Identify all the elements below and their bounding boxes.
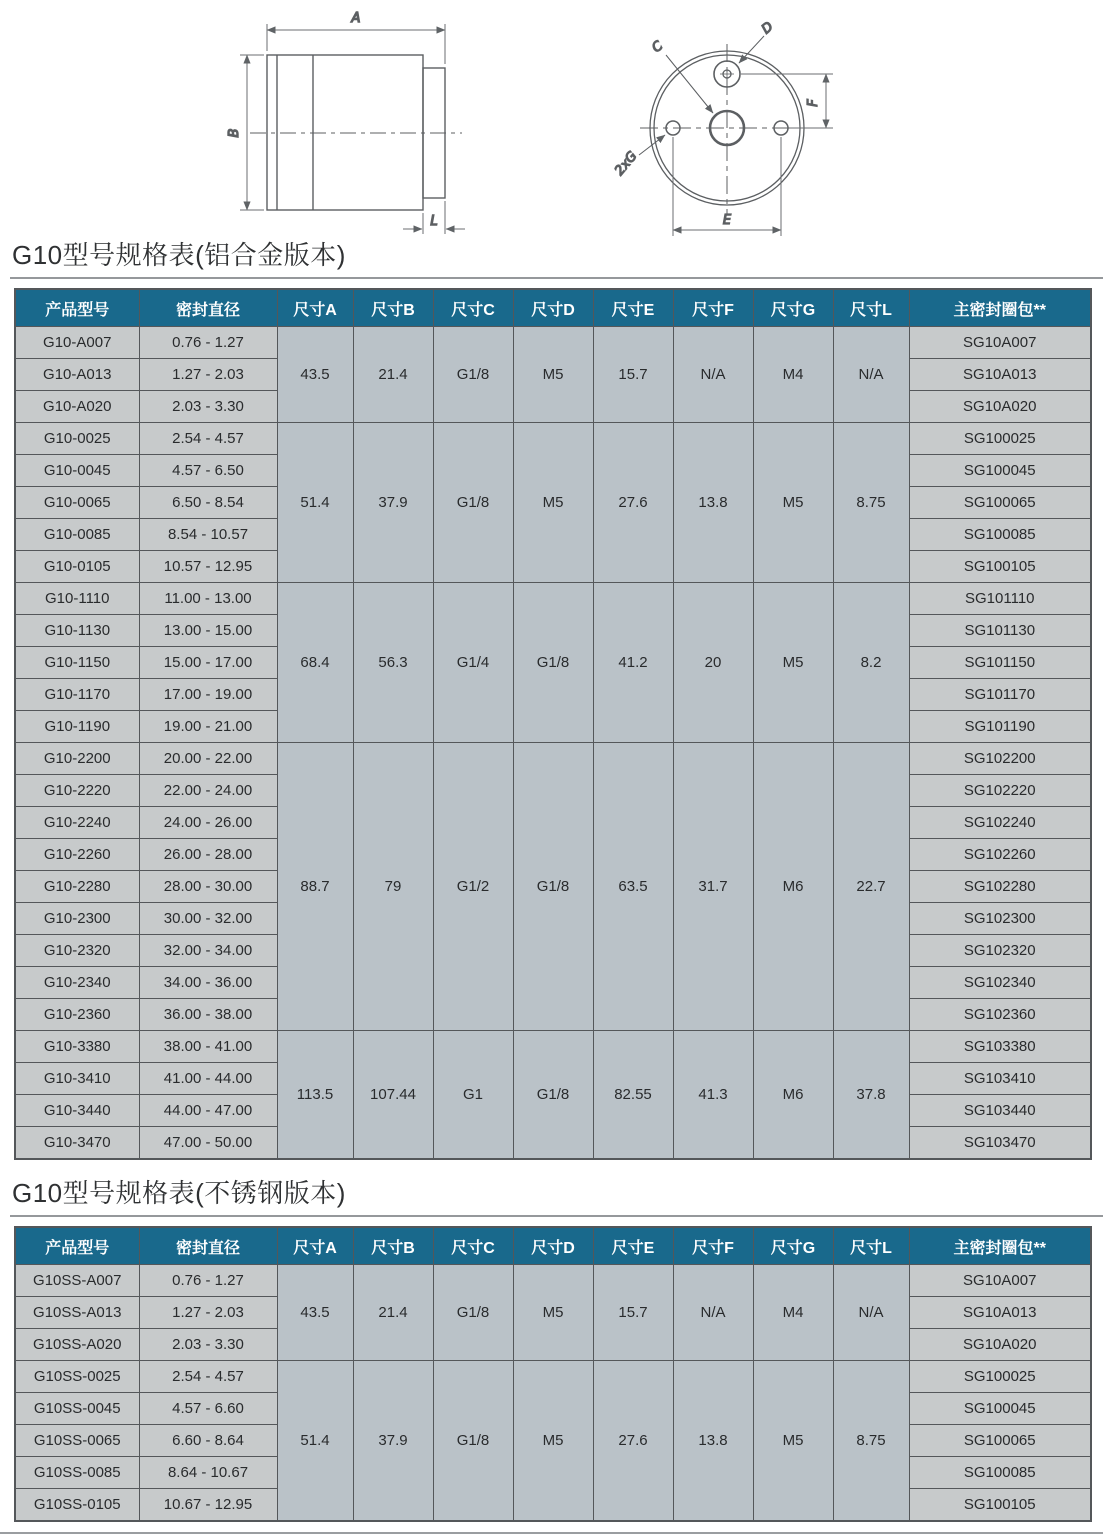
- dim-cell-G: M6: [753, 743, 833, 1031]
- dim-label-C: C: [649, 38, 667, 56]
- seal-kit-cell: SG10A020: [909, 1329, 1091, 1361]
- model-cell: G10-0085: [15, 519, 139, 551]
- diameter-cell: 1.27 - 2.03: [139, 1297, 277, 1329]
- model-cell: G10-2280: [15, 871, 139, 903]
- table-row: [15, 1031, 1091, 1063]
- seal-kit-cell: SG102300: [909, 903, 1091, 935]
- column-header: 尺寸C: [433, 1227, 513, 1265]
- model-cell: G10-1110: [15, 583, 139, 615]
- column-header: 产品型号: [15, 1227, 139, 1265]
- seal-kit-cell: SG103440: [909, 1095, 1091, 1127]
- seal-kit-cell: SG10A013: [909, 359, 1091, 391]
- seal-kit-cell: SG100065: [909, 487, 1091, 519]
- diameter-cell: 19.00 - 21.00: [139, 711, 277, 743]
- model-cell: G10SS-0105: [15, 1489, 139, 1522]
- dim-cell-L: N/A: [833, 1265, 909, 1361]
- dim-cell-G: M6: [753, 1031, 833, 1160]
- diameter-cell: 28.00 - 30.00: [139, 871, 277, 903]
- diameter-cell: 8.64 - 10.67: [139, 1457, 277, 1489]
- column-header: 产品型号: [15, 289, 139, 327]
- diameter-cell: 4.57 - 6.60: [139, 1393, 277, 1425]
- dim-cell-G: M5: [753, 583, 833, 743]
- diameter-cell: 6.60 - 8.64: [139, 1425, 277, 1457]
- dim-cell-F: N/A: [673, 1265, 753, 1361]
- column-header: 密封直径: [139, 289, 277, 327]
- dim-cell-F: 13.8: [673, 423, 753, 583]
- diameter-cell: 8.54 - 10.57: [139, 519, 277, 551]
- model-cell: G10SS-A007: [15, 1265, 139, 1297]
- dim-cell-E: 63.5: [593, 743, 673, 1031]
- diameter-cell: 47.00 - 50.00: [139, 1127, 277, 1160]
- section-title-aluminum: G10型号规格表(铝合金版本): [10, 240, 1103, 279]
- dim-cell-D: G1/8: [513, 583, 593, 743]
- dim-cell-F: N/A: [673, 327, 753, 423]
- dim-cell-E: 41.2: [593, 583, 673, 743]
- seal-kit-cell: SG102220: [909, 775, 1091, 807]
- dim-cell-A: 43.5: [277, 327, 353, 423]
- dim-label-F: F: [806, 99, 821, 107]
- model-cell: G10-2320: [15, 935, 139, 967]
- header-row: [15, 1227, 1091, 1265]
- seal-kit-cell: SG100025: [909, 1361, 1091, 1393]
- model-cell: G10-1190: [15, 711, 139, 743]
- dim-cell-B: 56.3: [353, 583, 433, 743]
- model-cell: G10SS-0065: [15, 1425, 139, 1457]
- spec-table-stainless: [14, 1226, 1092, 1522]
- diameter-cell: 32.00 - 34.00: [139, 935, 277, 967]
- column-header: 尺寸B: [353, 1227, 433, 1265]
- dim-label-E: E: [722, 213, 732, 228]
- seal-kit-cell: SG10A007: [909, 327, 1091, 359]
- seal-kit-cell: SG100085: [909, 1457, 1091, 1489]
- seal-kit-cell: SG102200: [909, 743, 1091, 775]
- seal-kit-cell: SG101150: [909, 647, 1091, 679]
- diameter-cell: 26.00 - 28.00: [139, 839, 277, 871]
- dim-cell-A: 51.4: [277, 1361, 353, 1522]
- column-header: 尺寸D: [513, 289, 593, 327]
- seal-kit-cell: SG10A007: [909, 1265, 1091, 1297]
- dim-cell-C: G1/8: [433, 327, 513, 423]
- seal-kit-cell: SG100085: [909, 519, 1091, 551]
- diameter-cell: 24.00 - 26.00: [139, 807, 277, 839]
- diameter-cell: 44.00 - 47.00: [139, 1095, 277, 1127]
- seal-kit-cell: SG10A013: [909, 1297, 1091, 1329]
- model-cell: G10-A007: [15, 327, 139, 359]
- dim-cell-E: 15.7: [593, 327, 673, 423]
- column-header: 尺寸L: [833, 289, 909, 327]
- dim-cell-D: M5: [513, 1265, 593, 1361]
- dim-cell-G: M5: [753, 423, 833, 583]
- seal-kit-cell: SG100045: [909, 455, 1091, 487]
- seal-kit-cell: SG101130: [909, 615, 1091, 647]
- diameter-cell: 1.27 - 2.03: [139, 359, 277, 391]
- dim-cell-E: 15.7: [593, 1265, 673, 1361]
- diameter-cell: 41.00 - 44.00: [139, 1063, 277, 1095]
- dim-cell-B: 107.44: [353, 1031, 433, 1160]
- dim-cell-G: M4: [753, 327, 833, 423]
- model-cell: G10-A020: [15, 391, 139, 423]
- seal-kit-cell: SG101110: [909, 583, 1091, 615]
- model-cell: G10-2300: [15, 903, 139, 935]
- dim-cell-C: G1/8: [433, 1361, 513, 1522]
- dim-cell-D: M5: [513, 423, 593, 583]
- seal-kit-cell: SG102280: [909, 871, 1091, 903]
- column-header: 尺寸D: [513, 1227, 593, 1265]
- column-header: 主密封圈包**: [909, 1227, 1091, 1265]
- model-cell: G10-2200: [15, 743, 139, 775]
- dim-cell-C: G1/2: [433, 743, 513, 1031]
- dim-cell-A: 43.5: [277, 1265, 353, 1361]
- seal-kit-cell: SG100065: [909, 1425, 1091, 1457]
- table-row: [15, 1361, 1091, 1393]
- dim-label-B: B: [227, 128, 242, 138]
- dim-cell-L: 37.8: [833, 1031, 909, 1160]
- seal-kit-cell: SG10A020: [909, 391, 1091, 423]
- dim-cell-C: G1: [433, 1031, 513, 1160]
- section-title-stainless: G10型号规格表(不锈钢版本): [10, 1178, 1103, 1217]
- diameter-cell: 38.00 - 41.00: [139, 1031, 277, 1063]
- front-view-drawing: [612, 19, 833, 236]
- diameter-cell: 2.54 - 4.57: [139, 423, 277, 455]
- dim-cell-D: G1/8: [513, 743, 593, 1031]
- model-cell: G10SS-A013: [15, 1297, 139, 1329]
- diameter-cell: 10.67 - 12.95: [139, 1489, 277, 1522]
- model-cell: G10-2260: [15, 839, 139, 871]
- column-header: 尺寸A: [277, 1227, 353, 1265]
- diameter-cell: 13.00 - 15.00: [139, 615, 277, 647]
- dim-cell-C: G1/8: [433, 423, 513, 583]
- dim-cell-L: 8.75: [833, 1361, 909, 1522]
- diameter-cell: 15.00 - 17.00: [139, 647, 277, 679]
- dim-cell-F: 13.8: [673, 1361, 753, 1522]
- dim-cell-E: 27.6: [593, 423, 673, 583]
- column-header: 尺寸B: [353, 289, 433, 327]
- dim-cell-G: M4: [753, 1265, 833, 1361]
- model-cell: G10-1130: [15, 615, 139, 647]
- diameter-cell: 2.03 - 3.30: [139, 1329, 277, 1361]
- diameter-cell: 2.54 - 4.57: [139, 1361, 277, 1393]
- model-cell: G10-1150: [15, 647, 139, 679]
- dim-cell-B: 37.9: [353, 1361, 433, 1522]
- column-header: 尺寸L: [833, 1227, 909, 1265]
- dim-cell-F: 20: [673, 583, 753, 743]
- technical-drawings: [0, 0, 1103, 240]
- diameter-cell: 10.57 - 12.95: [139, 551, 277, 583]
- dim-cell-L: N/A: [833, 327, 909, 423]
- model-cell: G10-2340: [15, 967, 139, 999]
- column-header: 主密封圈包**: [909, 289, 1091, 327]
- seal-kit-cell: SG103380: [909, 1031, 1091, 1063]
- model-cell: G10SS-0085: [15, 1457, 139, 1489]
- seal-kit-cell: SG102260: [909, 839, 1091, 871]
- model-cell: G10-0025: [15, 423, 139, 455]
- seal-kit-cell: SG102340: [909, 967, 1091, 999]
- model-cell: G10SS-0045: [15, 1393, 139, 1425]
- dim-cell-L: 8.2: [833, 583, 909, 743]
- column-header: 密封直径: [139, 1227, 277, 1265]
- dim-cell-E: 27.6: [593, 1361, 673, 1522]
- seal-kit-cell: SG102320: [909, 935, 1091, 967]
- model-cell: G10-3410: [15, 1063, 139, 1095]
- dim-cell-A: 113.5: [277, 1031, 353, 1160]
- header-row: [15, 289, 1091, 327]
- model-cell: G10-2220: [15, 775, 139, 807]
- diameter-cell: 0.76 - 1.27: [139, 327, 277, 359]
- diameter-cell: 36.00 - 38.00: [139, 999, 277, 1031]
- diameter-cell: 0.76 - 1.27: [139, 1265, 277, 1297]
- dim-cell-F: 41.3: [673, 1031, 753, 1160]
- dim-cell-L: 22.7: [833, 743, 909, 1031]
- seal-kit-cell: SG100105: [909, 551, 1091, 583]
- model-cell: G10-2360: [15, 999, 139, 1031]
- seal-kit-cell: SG100105: [909, 1489, 1091, 1522]
- seal-kit-cell: SG102240: [909, 807, 1091, 839]
- dim-cell-F: 31.7: [673, 743, 753, 1031]
- column-header: 尺寸C: [433, 289, 513, 327]
- dim-label-A: A: [351, 11, 361, 26]
- dim-label-2xG: 2xG: [612, 148, 641, 179]
- column-header: 尺寸F: [673, 1227, 753, 1265]
- seal-kit-cell: SG101190: [909, 711, 1091, 743]
- model-cell: G10-3440: [15, 1095, 139, 1127]
- seal-kit-cell: SG102360: [909, 999, 1091, 1031]
- spec-table-aluminum: [14, 288, 1092, 1160]
- dim-cell-C: G1/4: [433, 583, 513, 743]
- column-header: 尺寸A: [277, 289, 353, 327]
- dim-cell-A: 51.4: [277, 423, 353, 583]
- model-cell: G10SS-0025: [15, 1361, 139, 1393]
- column-header: 尺寸G: [753, 1227, 833, 1265]
- dim-cell-G: M5: [753, 1361, 833, 1522]
- dim-cell-A: 88.7: [277, 743, 353, 1031]
- diameter-cell: 22.00 - 24.00: [139, 775, 277, 807]
- model-cell: G10-3470: [15, 1127, 139, 1160]
- dim-label-L: L: [430, 214, 438, 229]
- model-cell: G10-A013: [15, 359, 139, 391]
- diameter-cell: 20.00 - 22.00: [139, 743, 277, 775]
- dim-cell-D: M5: [513, 1361, 593, 1522]
- dim-cell-B: 21.4: [353, 327, 433, 423]
- dim-label-D: D: [759, 19, 777, 38]
- seal-kit-cell: SG101170: [909, 679, 1091, 711]
- column-header: 尺寸E: [593, 289, 673, 327]
- model-cell: G10SS-A020: [15, 1329, 139, 1361]
- dim-cell-E: 82.55: [593, 1031, 673, 1160]
- table-row: [15, 423, 1091, 455]
- diameter-cell: 11.00 - 13.00: [139, 583, 277, 615]
- dim-cell-B: 21.4: [353, 1265, 433, 1361]
- model-cell: G10-0065: [15, 487, 139, 519]
- model-cell: G10-0045: [15, 455, 139, 487]
- diameter-cell: 6.50 - 8.54: [139, 487, 277, 519]
- table-row: [15, 327, 1091, 359]
- diameter-cell: 34.00 - 36.00: [139, 967, 277, 999]
- model-cell: G10-1170: [15, 679, 139, 711]
- column-header: 尺寸E: [593, 1227, 673, 1265]
- dim-cell-B: 79: [353, 743, 433, 1031]
- table-row: [15, 583, 1091, 615]
- diameter-cell: 4.57 - 6.50: [139, 455, 277, 487]
- diameter-cell: 2.03 - 3.30: [139, 391, 277, 423]
- dim-cell-D: G1/8: [513, 1031, 593, 1160]
- seal-kit-cell: SG103470: [909, 1127, 1091, 1160]
- diameter-cell: 30.00 - 32.00: [139, 903, 277, 935]
- column-header: 尺寸F: [673, 289, 753, 327]
- dim-cell-L: 8.75: [833, 423, 909, 583]
- dim-cell-D: M5: [513, 327, 593, 423]
- diameter-cell: 17.00 - 19.00: [139, 679, 277, 711]
- model-cell: G10-3380: [15, 1031, 139, 1063]
- dim-cell-B: 37.9: [353, 423, 433, 583]
- dim-cell-C: G1/8: [433, 1265, 513, 1361]
- seal-kit-cell: SG103410: [909, 1063, 1091, 1095]
- model-cell: G10-0105: [15, 551, 139, 583]
- seal-kit-cell: SG100045: [909, 1393, 1091, 1425]
- column-header: 尺寸G: [753, 289, 833, 327]
- dim-cell-A: 68.4: [277, 583, 353, 743]
- seal-kit-cell: SG100025: [909, 423, 1091, 455]
- table-row: [15, 743, 1091, 775]
- table-row: [15, 1265, 1091, 1297]
- model-cell: G10-2240: [15, 807, 139, 839]
- side-view-drawing: [227, 11, 465, 234]
